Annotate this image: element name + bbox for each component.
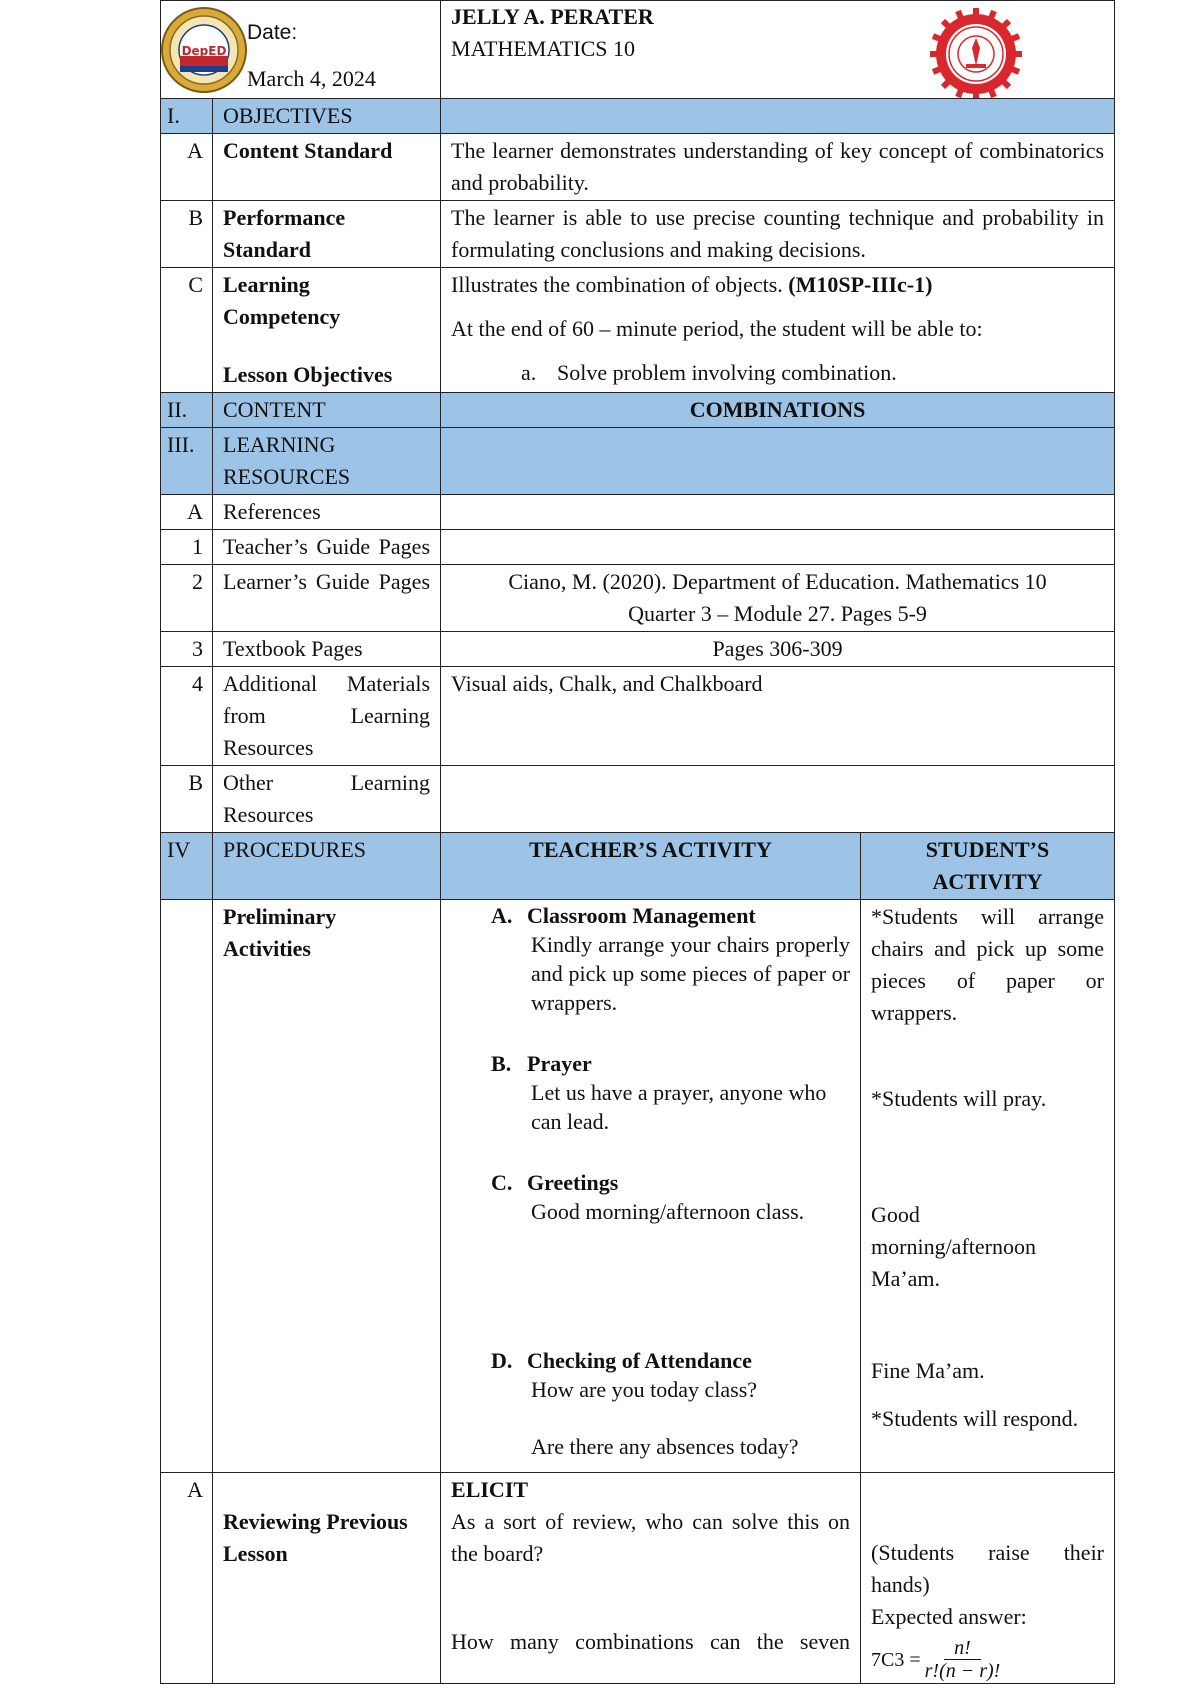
row-number: 1 [161, 530, 213, 565]
preliminary-label: Preliminary Activities [213, 900, 441, 1473]
item-marker: C. [491, 1170, 513, 1195]
section-number: IV [161, 833, 213, 900]
header-row [161, 1, 1115, 99]
item-teacher-text: Kindly arrange your chairs properly and pick up some pieces of paper or wrappers. [531, 932, 851, 1015]
row-label: Learner’s Guide Pages [213, 565, 441, 632]
item-title: Prayer [527, 1051, 592, 1076]
greetings-item [451, 1168, 850, 1226]
learners-guide-row [161, 565, 1115, 632]
student-response: *Students will respond. [871, 1406, 1079, 1431]
formula-numerator: n! [944, 1637, 981, 1660]
row-label: References [213, 495, 441, 530]
combination-formula [871, 1637, 1104, 1682]
row-label: Additional Materials from Learning Resources [213, 667, 441, 766]
objective-text: Solve problem involving combination. [557, 360, 897, 385]
student-response: *Students will arrange chairs and pick up some pieces of paper or wrappers. [871, 904, 1105, 1025]
expected-answer-label: Expected answer: [871, 1604, 1027, 1629]
item-marker: A. [491, 903, 513, 928]
date-label: Date: [247, 21, 298, 44]
row-number: 3 [161, 632, 213, 667]
learning-competency-row [161, 268, 1115, 393]
row-value: The learner is able to use precise counting technique and probability in formulating conclusions and making decisions. [441, 201, 1115, 268]
student-response: Good morning/afternoon Ma’am. [871, 1202, 1036, 1291]
item-title: Checking of Attendance [527, 1348, 752, 1373]
section-number: II. [161, 393, 213, 428]
row-number: C [161, 268, 213, 393]
classroom-management-item [451, 901, 850, 1017]
row-number: 4 [161, 667, 213, 766]
section-number: III. [161, 428, 213, 495]
references-row [161, 495, 1115, 530]
row-number: 2 [161, 565, 213, 632]
objectives-row [161, 99, 1115, 134]
preliminary-activities-row [161, 900, 1115, 1473]
review-student-text: (Students raise their hands) [871, 1540, 1105, 1597]
svg-text:DepED: DepED [181, 44, 227, 58]
lesson-plan-table [160, 0, 1115, 1684]
row-number: A [161, 134, 213, 201]
item-teacher-text: How are you today class? [531, 1377, 758, 1402]
row-number: A [161, 495, 213, 530]
item-title: Greetings [527, 1170, 619, 1195]
learning-resources-row [161, 428, 1115, 495]
item-marker: B. [491, 1051, 512, 1076]
other-resources-row [161, 766, 1115, 833]
review-teacher-text-2: How many combinations can the seven [451, 1629, 851, 1654]
student-response: Fine Ma’am. [871, 1358, 985, 1383]
row-label: Teacher’s Guide Pages [213, 530, 441, 565]
elicit-heading: ELICIT [451, 1477, 529, 1502]
textbook-row [161, 632, 1115, 667]
content-topic: COMBINATIONS [441, 393, 1115, 428]
content-standard-row [161, 134, 1115, 201]
row-label: Other Learning Resources [213, 766, 441, 833]
row-label: Textbook Pages [213, 632, 441, 667]
section-label: PROCEDURES [213, 833, 441, 900]
row-label: Learning Competency [223, 272, 341, 329]
reference-line-2: Quarter 3 – Module 27. Pages 5-9 [628, 601, 927, 626]
teachers-guide-row [161, 530, 1115, 565]
item-teacher-text-2: Are there any absences today? [531, 1434, 799, 1459]
performance-standard-row [161, 201, 1115, 268]
row-label: Content Standard [213, 134, 441, 201]
date-value: March 4, 2024 [247, 66, 376, 91]
procedures-row [161, 833, 1115, 900]
item-marker: D. [491, 1348, 513, 1373]
row-value: The learner demonstrates understanding of key concept of combinatorics and probability. [441, 134, 1115, 201]
item-teacher-text: Let us have a prayer, anyone who can lead. [531, 1080, 827, 1134]
row-number: B [161, 766, 213, 833]
student-activity-header: STUDENT’S ACTIVITY [861, 833, 1115, 900]
objectives-intro: At the end of 60 – minute period, the student will be able to: [451, 316, 983, 341]
item-title: Classroom Management [527, 903, 756, 928]
section-label: OBJECTIVES [213, 99, 441, 134]
row-label: Performance Standard [213, 201, 441, 268]
row-number: B [161, 201, 213, 268]
prayer-item [451, 1049, 850, 1136]
subject-name: MATHEMATICS 10 [451, 36, 635, 61]
section-label: CONTENT [213, 393, 441, 428]
teacher-activity-header: TEACHER’S ACTIVITY [441, 833, 861, 900]
objective-marker: a. [521, 360, 537, 385]
content-row [161, 393, 1115, 428]
row-value: Pages 306-309 [441, 632, 1115, 667]
attendance-item [451, 1346, 850, 1461]
section-label: LEARNING RESOURCES [213, 428, 441, 495]
section-number: I. [161, 99, 213, 134]
student-response: *Students will pray. [871, 1086, 1047, 1111]
review-teacher-text: As a sort of review, who can solve this on the board? [451, 1509, 851, 1566]
lesson-objectives-label: Lesson Objectives [223, 362, 393, 387]
row-value [441, 530, 1115, 565]
formula-denominator: r!(n − r)! [924, 1660, 1001, 1682]
formula-lhs: 7C3 = [871, 1649, 921, 1671]
row-value [441, 766, 1115, 833]
row-value: Visual aids, Chalk, and Chalkboard [441, 667, 1115, 766]
teacher-name: JELLY A. PERATER [451, 4, 654, 29]
review-label: Reviewing Previous Lesson [213, 1473, 441, 1684]
competency-code: (M10SP-IIIc-1) [788, 272, 933, 297]
row-number: A [161, 1473, 213, 1684]
item-teacher-text: Good morning/afternoon class. [531, 1199, 805, 1224]
review-row [161, 1473, 1115, 1684]
reference-line-1: Ciano, M. (2020). Department of Education. Mathematics 10 [508, 569, 1047, 594]
competency-text: Illustrates the combination of objects. [451, 272, 783, 297]
additional-materials-row [161, 667, 1115, 766]
